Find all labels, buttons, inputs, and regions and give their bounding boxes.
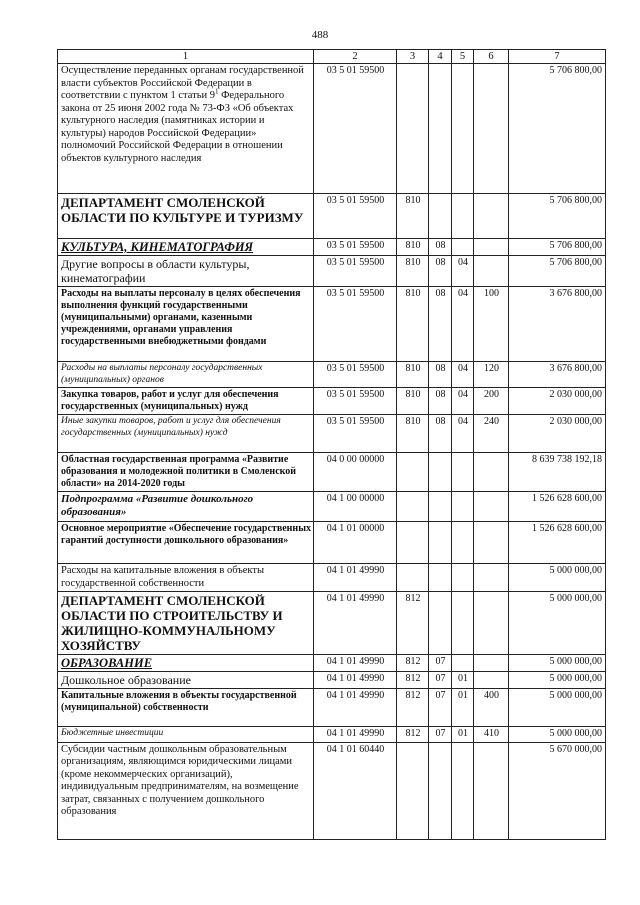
table-row [58,672,606,689]
table-row [58,362,606,388]
column-header-3: 3 [397,50,429,64]
section-code [429,492,452,522]
section-code: 07 [429,689,452,727]
subsection-code [452,194,474,239]
amount: 3 676 800,00 [509,287,606,362]
amount: 2 030 000,00 [509,388,606,415]
ministry-code [397,492,429,522]
target-article-code: 03 5 01 59500 [314,287,397,362]
ministry-code [397,522,429,564]
expense-type-code [474,64,509,194]
target-article-code: 04 1 01 60440 [314,742,397,839]
target-article-code: 04 1 01 49990 [314,689,397,727]
expense-type-code: 410 [474,727,509,743]
table-row [58,64,606,194]
table-row [58,742,606,839]
footnote-superscript: 1 [214,87,219,96]
budget-table [57,49,606,840]
table-row [58,194,606,239]
table-header-row [58,50,606,64]
row-name: Подпрограмма «Развитие дошкольного образования» [58,492,314,522]
section-code [429,564,452,592]
row-name: ДЕПАРТАМЕНТ СМОЛЕНСКОЙ ОБЛАСТИ ПО СТРОИТЕЛЬСТВУ И ЖИЛИЩНО-КОММУНАЛЬНОМУ ХОЗЯЙСТВУ [58,592,314,655]
expense-type-code [474,522,509,564]
target-article-code: 03 5 01 59500 [314,256,397,287]
column-header-5: 5 [452,50,474,64]
subsection-code [452,522,474,564]
target-article-code: 04 1 01 49990 [314,727,397,743]
target-article-code: 03 5 01 59500 [314,194,397,239]
target-article-code: 03 5 01 59500 [314,415,397,453]
target-article-code: 04 1 01 49990 [314,564,397,592]
table-row [58,239,606,256]
subsection-code: 04 [452,415,474,453]
row-name [58,64,314,194]
section-code [429,742,452,839]
table-row [58,689,606,727]
amount: 5 706 800,00 [509,239,606,256]
ministry-code: 810 [397,415,429,453]
amount: 5 000 000,00 [509,689,606,727]
subsection-code: 04 [452,388,474,415]
section-code: 08 [429,362,452,388]
target-article-code: 03 5 01 59500 [314,239,397,256]
target-article-code: 04 1 01 49990 [314,672,397,689]
expense-type-code: 120 [474,362,509,388]
subsection-code: 04 [452,362,474,388]
table-row [58,492,606,522]
row-name: Расходы на выплаты персоналу в целях обеспечения выполнения функций государственными (муниципальными) органами, казенными учреждениями, органами управления государственными внебюджетными фондами [58,287,314,362]
column-header-7: 7 [509,50,606,64]
section-code: 07 [429,655,452,672]
ministry-code: 812 [397,655,429,672]
subsection-code [452,655,474,672]
ministry-code: 810 [397,287,429,362]
table-row [58,287,606,362]
amount: 5 000 000,00 [509,655,606,672]
row-name: Основное мероприятие «Обеспечение государственных гарантий доступности дошкольного образования» [58,522,314,564]
amount: 1 526 628 600,00 [509,492,606,522]
table-row [58,522,606,564]
subsection-code [452,453,474,492]
expense-type-code [474,256,509,287]
ministry-code [397,564,429,592]
target-article-code: 04 0 00 00000 [314,453,397,492]
amount: 5 000 000,00 [509,564,606,592]
section-code [429,194,452,239]
section-code [429,592,452,655]
column-header-1: 1 [58,50,314,64]
subsection-code [452,64,474,194]
column-header-4: 4 [429,50,452,64]
expense-type-code [474,194,509,239]
ministry-code: 812 [397,592,429,655]
target-article-code: 03 5 01 59500 [314,388,397,415]
row-name: КУЛЬТУРА, КИНЕМАТОГРАФИЯ [58,239,314,256]
subsection-code: 01 [452,672,474,689]
expense-type-code: 200 [474,388,509,415]
row-name: ОБРАЗОВАНИЕ [58,655,314,672]
ministry-code: 810 [397,239,429,256]
ministry-code: 810 [397,256,429,287]
table-row [58,592,606,655]
section-code: 08 [429,415,452,453]
ministry-code: 810 [397,362,429,388]
column-header-2: 2 [314,50,397,64]
row-name: Дошкольное образование [58,672,314,689]
amount: 3 676 800,00 [509,362,606,388]
table-row [58,453,606,492]
amount: 2 030 000,00 [509,415,606,453]
expense-type-code [474,655,509,672]
subsection-code: 01 [452,689,474,727]
page-number: 488 [311,29,329,41]
amount: 1 526 628 600,00 [509,522,606,564]
row-name: Другие вопросы в области культуры, кинематографии [58,256,314,287]
row-name: Иные закупки товаров, работ и услуг для обеспечения государственных (муниципальных) нужд [58,415,314,453]
ministry-code: 812 [397,689,429,727]
row-name: Бюджетные инвестиции [58,727,314,743]
amount: 5 000 000,00 [509,727,606,743]
section-code: 08 [429,388,452,415]
expense-type-code [474,672,509,689]
table-row [58,727,606,743]
target-article-code: 04 1 01 49990 [314,655,397,672]
expense-type-code: 240 [474,415,509,453]
row-name: Областная государственная программа «Развитие образования и молодежной политики в Смоленской области» на 2014-2020 годы [58,453,314,492]
amount: 5 706 800,00 [509,194,606,239]
subsection-code [452,564,474,592]
row-name: Закупка товаров, работ и услуг для обеспечения государственных (муниципальных) нужд [58,388,314,415]
section-code [429,64,452,194]
ministry-code [397,742,429,839]
target-article-code: 03 5 01 59500 [314,64,397,194]
amount: 8 639 738 192,18 [509,453,606,492]
section-code: 07 [429,672,452,689]
amount: 5 706 800,00 [509,256,606,287]
table-row [58,655,606,672]
target-article-code: 04 1 00 00000 [314,492,397,522]
table-row [58,564,606,592]
subsection-code [452,239,474,256]
row-name-part: Федерального закона от 25 июня 2002 года № 73-ФЗ «Об объектах культурного наследия (памятниках истории и культуры) народов Российской Федерации» полномочий Российской Федерации в отношении объектов культурного наследия [61,90,294,164]
target-article-code: 04 1 01 00000 [314,522,397,564]
expense-type-code [474,564,509,592]
expense-type-code [474,492,509,522]
ministry-code: 810 [397,388,429,415]
section-code: 07 [429,727,452,743]
target-article-code: 03 5 01 59500 [314,362,397,388]
subsection-code [452,742,474,839]
expense-type-code: 100 [474,287,509,362]
subsection-code: 01 [452,727,474,743]
subsection-code: 04 [452,287,474,362]
amount: 5 706 800,00 [509,64,606,194]
row-name: Расходы на капитальные вложения в объекты государственной собственности [58,564,314,592]
expense-type-code [474,742,509,839]
section-code: 08 [429,287,452,362]
column-header-6: 6 [474,50,509,64]
section-code [429,522,452,564]
subsection-code [452,492,474,522]
ministry-code: 812 [397,727,429,743]
section-code: 08 [429,239,452,256]
amount: 5 000 000,00 [509,672,606,689]
amount: 5 000 000,00 [509,592,606,655]
section-code: 08 [429,256,452,287]
table-row [58,415,606,453]
section-code [429,453,452,492]
expense-type-code [474,239,509,256]
ministry-code: 810 [397,194,429,239]
ministry-code: 812 [397,672,429,689]
ministry-code [397,453,429,492]
table-row [58,256,606,287]
row-name: Субсидии частным дошкольным образовательным организациям, являющимся юридическими лицами (кроме некоммерческих организаций), индивидуальным предпринимателям, на возмещение затрат, связанных с получением дошкольного образования [58,742,314,839]
table-row [58,388,606,415]
amount: 5 670 000,00 [509,742,606,839]
expense-type-code [474,453,509,492]
expense-type-code: 400 [474,689,509,727]
row-name: Капитальные вложения в объекты государственной (муниципальной) собственности [58,689,314,727]
ministry-code [397,64,429,194]
expense-type-code [474,592,509,655]
subsection-code [452,592,474,655]
row-name: Расходы на выплаты персоналу государственных (муниципальных) органов [58,362,314,388]
row-name: ДЕПАРТАМЕНТ СМОЛЕНСКОЙ ОБЛАСТИ ПО КУЛЬТУРЕ И ТУРИЗМУ [58,194,314,239]
target-article-code: 04 1 01 49990 [314,592,397,655]
subsection-code: 04 [452,256,474,287]
row-name-part: Осуществление переданных органам государственной власти субъектов Российской Федерации в соответствии с пунктом 1 статьи 9 [61,65,304,101]
